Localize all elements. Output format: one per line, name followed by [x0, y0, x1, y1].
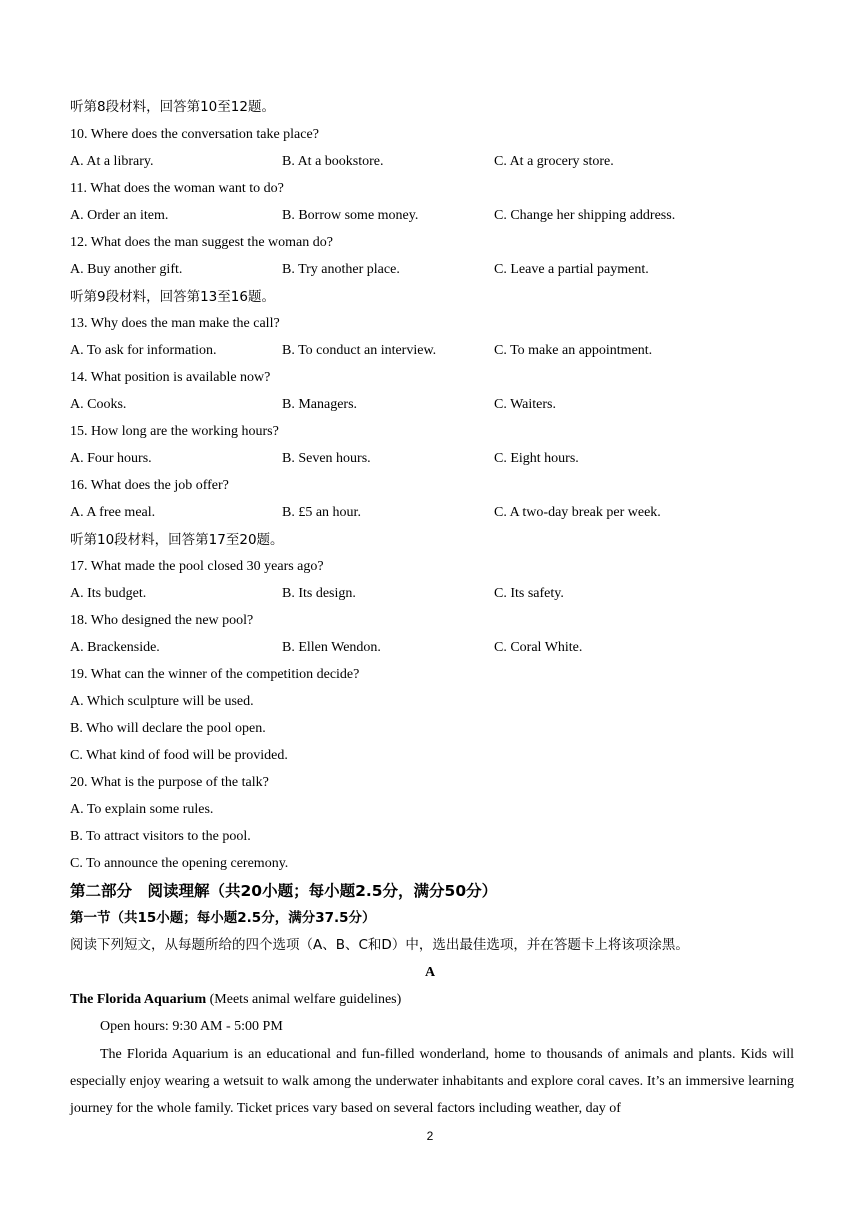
question-17-stem: 17. What made the pool closed 30 years ago?	[70, 559, 324, 574]
question-13-stem: 13. Why does the man make the call?	[70, 316, 280, 331]
option-b: B. To conduct an interview.	[282, 343, 437, 358]
question-19-option-c: C. What kind of food will be provided.	[70, 748, 288, 763]
section-one-title: 第一节（共15小题；每小题2.5分，满分37.5分）	[70, 910, 376, 926]
passage-paragraph: The Florida Aquarium is an educational and fun-filled wonderland, home to thousands of animals and plants. Kids will especially enjoy wearing a wetsuit to walk among the underwater inhabitants and explore coral caves. It’s an immersive learning journey for the whole family. Ticket prices vary based on several factors including weather, day of	[70, 1047, 794, 1116]
option-c: C. Leave a partial payment.	[494, 262, 649, 277]
option-b: B. £5 an hour.	[282, 505, 361, 520]
section-heading-8: 听第8段材料，回答第10至12题。	[70, 99, 275, 115]
option-a: A. A free meal.	[70, 505, 156, 520]
section-heading-9: 听第9段材料，回答第13至16题。	[70, 289, 275, 305]
option-c: C. A two-day break per week.	[494, 505, 661, 520]
option-a: A. Its budget.	[70, 586, 147, 601]
question-20-option-a: A. To explain some rules.	[70, 802, 214, 817]
page-number: 2	[426, 1129, 434, 1143]
question-11-stem: 11. What does the woman want to do?	[70, 181, 284, 196]
option-c: C. Waiters.	[494, 397, 556, 412]
option-c: C. Change her shipping address.	[494, 208, 676, 223]
option-b: B. Borrow some money.	[282, 208, 419, 223]
question-14-stem: 14. What position is available now?	[70, 370, 271, 385]
part-two-title: 第二部分 阅读理解（共20小题；每小题2.5分，满分50分）	[70, 882, 498, 900]
question-20-stem: 20. What is the purpose of the talk?	[70, 775, 269, 790]
option-b: B. Managers.	[282, 397, 358, 412]
section-heading-10: 听第10段材料，回答第17至20题。	[70, 532, 284, 548]
question-19-option-b: B. Who will declare the pool open.	[70, 721, 266, 736]
option-c: C. To make an appointment.	[494, 343, 653, 358]
question-15-stem: 15. How long are the working hours?	[70, 424, 279, 439]
question-19-option-a: A. Which sculpture will be used.	[70, 694, 254, 709]
option-b: B. At a bookstore.	[282, 154, 384, 169]
question-16-stem: 16. What does the job offer?	[70, 478, 229, 493]
option-a: A. Brackenside.	[70, 640, 160, 655]
option-a: A. Order an item.	[70, 208, 169, 223]
question-10-stem: 10. Where does the conversation take place?	[70, 127, 319, 142]
option-a: A. To ask for information.	[70, 343, 217, 358]
option-c: C. Its safety.	[494, 586, 564, 601]
option-c: C. At a grocery store.	[494, 154, 614, 169]
option-b: B. Ellen Wendon.	[282, 640, 381, 655]
option-a: A. Cooks.	[70, 397, 127, 412]
question-19-stem: 19. What can the winner of the competition decide?	[70, 667, 360, 682]
question-20-option-b: B. To attract visitors to the pool.	[70, 829, 251, 844]
option-b: B. Try another place.	[282, 262, 400, 277]
option-a: A. At a library.	[70, 154, 154, 169]
question-12-stem: 12. What does the man suggest the woman do?	[70, 235, 333, 250]
option-c: C. Coral White.	[494, 640, 583, 655]
question-20-option-c: C. To announce the opening ceremony.	[70, 856, 289, 871]
open-hours: Open hours: 9:30 AM - 5:00 PM	[100, 1019, 283, 1034]
question-18-stem: 18. Who designed the new pool?	[70, 613, 254, 628]
option-a: A. Buy another gift.	[70, 262, 183, 277]
reading-instruction: 阅读下列短文，从每题所给的四个选项（A、B、C和D）中，选出最佳选项，并在答题卡上将该项涂黑。	[70, 937, 689, 953]
option-b: B. Its design.	[282, 586, 356, 601]
passage-title-note: (Meets animal welfare guidelines)	[206, 992, 402, 1007]
passage-letter: A	[424, 965, 436, 980]
option-c: C. Eight hours.	[494, 451, 579, 466]
option-b: B. Seven hours.	[282, 451, 371, 466]
passage-title	[70, 991, 401, 1009]
option-a: A. Four hours.	[70, 451, 152, 466]
passage-title-name: The Florida Aquarium	[70, 992, 207, 1007]
